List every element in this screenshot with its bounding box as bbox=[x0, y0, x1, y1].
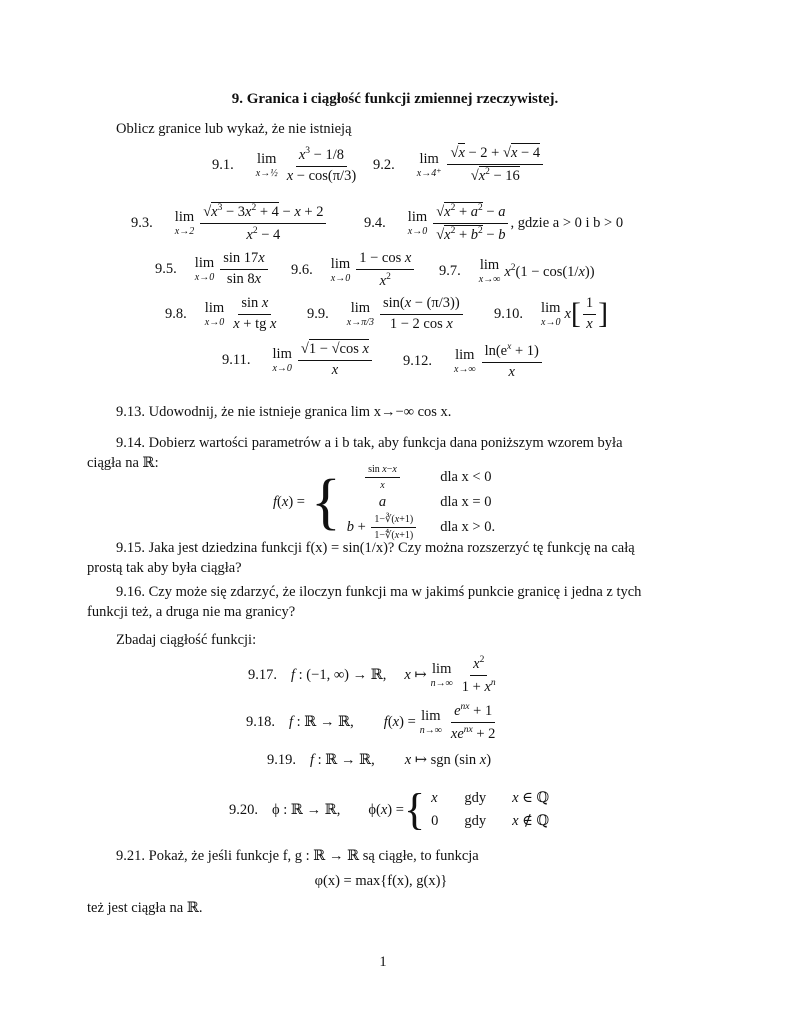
label-9-2: 9.2. bbox=[373, 157, 395, 174]
label-9-12: 9.12. bbox=[403, 353, 432, 370]
problem-9-21-formula: φ(x) = max{f(x), g(x)} bbox=[314, 873, 448, 889]
label-9-6: 9.6. bbox=[291, 262, 313, 279]
problem-9-18: 9.18. f : ℝ → ℝ, f(x) = lim n→∞ $\frac{e^{nx} + 1}{xe^{nx} + 2}$ bbox=[246, 702, 496, 742]
label-9-5: 9.5. bbox=[155, 261, 177, 278]
problem-9-4: 9.4. lim x→0 $\frac{√x^2 + a^2 - a}{√x^2 + b^2 - b}$ , gdzie a > 0 i b > 0 bbox=[364, 203, 624, 243]
problem-9-13: 9.13. Udowodnij, że nie istnieje granica lim x→−∞ cos x. bbox=[116, 404, 452, 420]
label-9-7: 9.7. bbox=[439, 262, 461, 279]
label-9-10: 9.10. bbox=[494, 306, 523, 323]
problem-9-19: 9.19. f : ℝ → ℝ, x ↦ sgn (sin x) bbox=[267, 752, 492, 768]
label-9-9: 9.9. bbox=[307, 306, 329, 323]
label-9-3: 9.3. bbox=[131, 214, 153, 231]
problem-9-9: 9.9. lim x→π/3 $\frac{\sin(x - (\pi/3))}{\text{1 − 2 cos x}}$ bbox=[307, 296, 465, 333]
problem-9-21-line1: 9.21. Pokaż, że jeśli funkcje f, g : ℝ → ℝ są ciągłe, to funkcja bbox=[116, 848, 479, 864]
problem-9-2: 9.2. lim x→4⁺ $\frac{√x - 2 + √x - 4}{√x^2 - 16}$ bbox=[373, 146, 545, 185]
problem-9-3: 9.3. lim x→2 $\frac{√x^3 - 3x^2 + 4 - x + 2}{x^2 - 4}$ bbox=[131, 203, 328, 244]
case-9-14-c: dla x > 0. bbox=[440, 518, 496, 535]
condition-9-4: , gdzie a > 0 i b > 0 bbox=[510, 214, 624, 231]
label-9-19: 9.19. bbox=[267, 752, 296, 768]
label-9-1: 9.1. bbox=[212, 157, 234, 174]
problem-9-11: 9.11. lim x→0 $\frac{\text{√1 − √cos x}}{x}$ bbox=[222, 342, 374, 379]
problem-9-7: 9.7. lim x→∞ $x^2(1 - \cos(1/x))$ bbox=[439, 257, 595, 285]
problem-9-6: 9.6. lim x→0 $\frac{\text{1 − cos x}}{x^2}$ bbox=[291, 251, 416, 290]
label-9-18: 9.18. bbox=[246, 713, 275, 730]
intro-text: Oblicz granice lub wykaż, że nie istnieją bbox=[116, 121, 352, 137]
problem-9-14-line1: 9.14. Dobierz wartości parametrów a i b tak, aby funkcja dana poniższym wzorem była bbox=[116, 435, 623, 451]
problem-9-15-line1: 9.15. Jaka jest dziedzina funkcji f(x) = sin(1/x)? Czy można rozszerzyć tę funkcję na całą bbox=[116, 540, 635, 556]
problem-9-8: 9.8. lim x→0 $\frac{\text{sin x}}{\text{x + tg x}}$ bbox=[165, 295, 277, 332]
piecewise-9-14: f(x) = { $\frac{\text{sin x−x}}{x}$ dla x < 0 a dla x = 0 b + $\frac{1-∛(x+1)}{1-∜(x+1)}$ dla x > 0. bbox=[273, 464, 496, 541]
label-9-17: 9.17. bbox=[248, 666, 277, 683]
case-9-20-a: gdy bbox=[464, 790, 487, 807]
problem-9-16-line2: funkcji też, a druga nie ma granicy? bbox=[87, 604, 296, 620]
problem-9-12: 9.12. lim x→∞ $\frac{\ln(e^x + 1)}{x}$ bbox=[403, 342, 544, 381]
problem-9-17: 9.17. f : (−1, ∞) → ℝ, x ↦ lim n→∞ $\frac{x^2}{1 + x^n}$ bbox=[248, 655, 496, 695]
case-9-20-b: gdy bbox=[464, 813, 487, 829]
section-title: 9. Granica i ciągłość funkcji zmiennej rzeczywistej. bbox=[231, 91, 559, 107]
page-number: 1 bbox=[379, 954, 387, 970]
study-heading: Zbadaj ciągłość funkcji: bbox=[116, 632, 257, 648]
label-9-8: 9.8. bbox=[165, 306, 187, 323]
case-9-14-a: dla x < 0 bbox=[440, 469, 492, 486]
label-9-20: 9.20. bbox=[229, 801, 258, 818]
case-9-14-b: dla x = 0 bbox=[440, 494, 492, 510]
problem-9-14-line2: ciągła na ℝ: bbox=[87, 455, 159, 471]
problem-9-21-line3: też jest ciągła na ℝ. bbox=[87, 900, 203, 916]
problem-9-10: 9.10. lim x→0 x [ $\frac{1}{x}$ ] bbox=[494, 295, 609, 332]
problem-9-5: 9.5. lim x→0 $\frac{\sin 17x}{\sin 8x}$ bbox=[155, 251, 270, 288]
problem-9-15-line2: prostą tak aby była ciągła? bbox=[87, 560, 242, 576]
problem-9-1: 9.1. lim x→½ $\frac{x^3 - 1/8}{x - \cos(\pi/3)}$ bbox=[212, 146, 357, 184]
problem-9-16-line1: 9.16. Czy może się zdarzyć, że iloczyn funkcji ma w jakimś punkcie granicę i jedna z tych bbox=[116, 584, 642, 600]
label-9-4: 9.4. bbox=[364, 214, 386, 231]
label-9-11: 9.11. bbox=[222, 352, 251, 369]
problem-9-20: 9.20. ϕ : ℝ → ℝ, ϕ(x) = { x gdy x ∈ ℚ 0 gdy x ∉ ℚ bbox=[229, 785, 550, 834]
